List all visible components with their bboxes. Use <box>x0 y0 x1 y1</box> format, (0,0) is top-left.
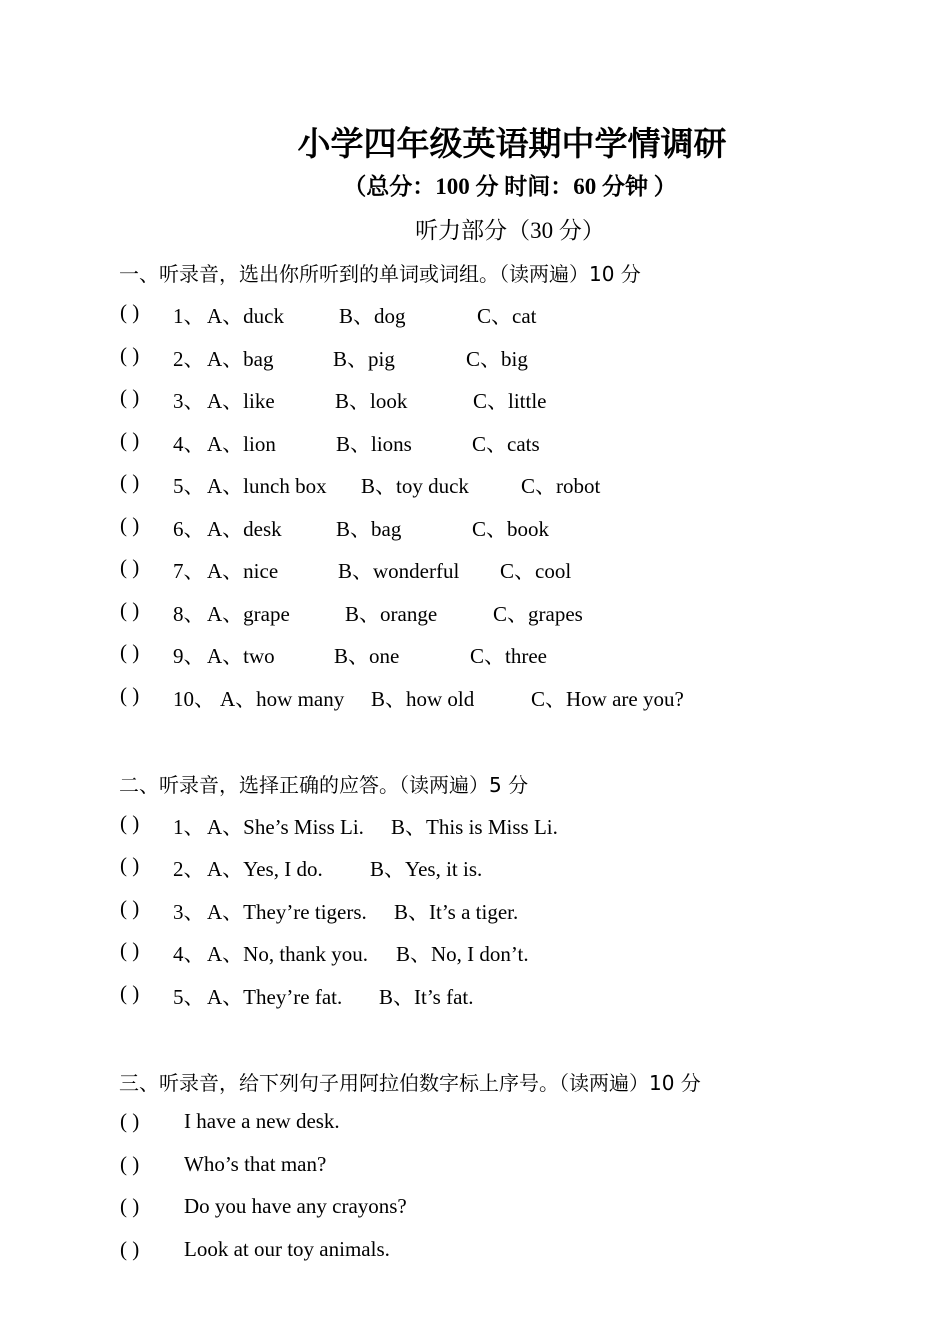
question-number: 5、 <box>173 985 205 1009</box>
option-b: B、toy duck <box>361 474 469 498</box>
answer-bracket[interactable]: ( ) <box>120 1194 140 1218</box>
option-a: A、lunch box <box>207 474 327 498</box>
option-c: C、grapes <box>493 602 583 626</box>
question-number: 8、 <box>173 602 205 626</box>
answer-bracket[interactable]: ( ) <box>120 981 140 1005</box>
answer-bracket[interactable]: ( ) <box>120 1152 140 1176</box>
answer-bracket[interactable]: ( ) <box>120 598 140 622</box>
option-b: B、No, I don’t. <box>396 942 529 966</box>
option-a: A、They’re fat. <box>207 985 343 1009</box>
option-b: B、orange <box>345 602 438 626</box>
question-number: 4、 <box>173 942 205 966</box>
option-c: C、cool <box>500 559 572 583</box>
option-b: B、wonderful <box>338 559 460 583</box>
answer-bracket[interactable]: ( ) <box>120 896 140 920</box>
answer-bracket[interactable]: ( ) <box>120 640 140 664</box>
question-number: 3、 <box>173 900 205 924</box>
sentence-text: Who’s that man? <box>184 1152 327 1176</box>
option-a: A、two <box>207 644 275 668</box>
answer-bracket[interactable]: ( ) <box>120 683 140 707</box>
exam-title: 小学四年级英语期中学情调研 <box>297 124 727 163</box>
option-a: A、She’s Miss Li. <box>207 815 364 839</box>
option-c: C、little <box>473 389 547 413</box>
answer-bracket[interactable]: ( ) <box>120 513 140 537</box>
option-a: A、desk <box>207 517 282 541</box>
option-b: B、This is Miss Li. <box>391 815 558 839</box>
answer-bracket[interactable]: ( ) <box>120 470 140 494</box>
option-b: B、one <box>334 644 400 668</box>
question-number: 6、 <box>173 517 205 541</box>
question-number: 2、 <box>173 857 205 881</box>
option-a: A、grape <box>207 602 290 626</box>
question-number: 9、 <box>173 644 205 668</box>
question-number: 3、 <box>173 389 205 413</box>
answer-bracket[interactable]: ( ) <box>120 555 140 579</box>
option-c: C、three <box>470 644 547 668</box>
section1-heading: 一、听录音，选出你所听到的单词或词组。（读两遍）10 分 <box>119 262 641 286</box>
option-c: C、book <box>472 517 550 541</box>
option-b: B、how old <box>371 687 475 711</box>
answer-bracket[interactable]: ( ) <box>120 428 140 452</box>
option-a: A、like <box>207 389 275 413</box>
option-b: B、look <box>335 389 408 413</box>
option-a: A、No, thank you. <box>207 942 368 966</box>
question-number: 1、 <box>173 815 205 839</box>
exam-subtitle: （总分：100 分 时间：60 分钟 ） <box>343 174 677 199</box>
sentence-text: Look at our toy animals. <box>184 1237 390 1261</box>
option-c: C、How are you? <box>531 687 684 711</box>
option-b: B、dog <box>339 304 406 328</box>
option-b: B、It’s fat. <box>379 985 474 1009</box>
question-number: 7、 <box>173 559 205 583</box>
option-b: B、lions <box>336 432 412 456</box>
option-b: B、Yes, it is. <box>370 857 483 881</box>
question-number: 10、 <box>173 687 215 711</box>
section2-heading: 二、听录音，选择正确的应答。（读两遍）5 分 <box>119 773 529 797</box>
answer-bracket[interactable]: ( ) <box>120 385 140 409</box>
answer-bracket[interactable]: ( ) <box>120 938 140 962</box>
answer-bracket[interactable]: ( ) <box>120 1109 140 1133</box>
listening-part-title: 听力部分（30 分） <box>415 218 605 243</box>
option-b: B、It’s a tiger. <box>394 900 519 924</box>
option-a: A、lion <box>207 432 276 456</box>
option-c: C、robot <box>521 474 601 498</box>
answer-bracket[interactable]: ( ) <box>120 1237 140 1261</box>
answer-bracket[interactable]: ( ) <box>120 300 140 324</box>
option-b: B、pig <box>333 347 395 371</box>
option-a: A、nice <box>207 559 279 583</box>
answer-bracket[interactable]: ( ) <box>120 811 140 835</box>
option-a: A、They’re tigers. <box>207 900 367 924</box>
question-number: 4、 <box>173 432 205 456</box>
option-c: C、cat <box>477 304 537 328</box>
option-a: A、bag <box>207 347 274 371</box>
question-number: 1、 <box>173 304 205 328</box>
question-number: 2、 <box>173 347 205 371</box>
option-b: B、bag <box>336 517 402 541</box>
option-a: A、how many <box>220 687 345 711</box>
sentence-text: I have a new desk. <box>184 1109 340 1133</box>
option-c: C、cats <box>472 432 540 456</box>
sentence-text: Do you have any crayons? <box>184 1194 407 1218</box>
question-number: 5、 <box>173 474 205 498</box>
answer-bracket[interactable]: ( ) <box>120 343 140 367</box>
answer-bracket[interactable]: ( ) <box>120 853 140 877</box>
option-a: A、duck <box>207 304 284 328</box>
option-c: C、big <box>466 347 528 371</box>
section3-heading: 三、听录音，给下列句子用阿拉伯数字标上序号。（读两遍）10 分 <box>119 1071 701 1095</box>
option-a: A、Yes, I do. <box>207 857 323 881</box>
